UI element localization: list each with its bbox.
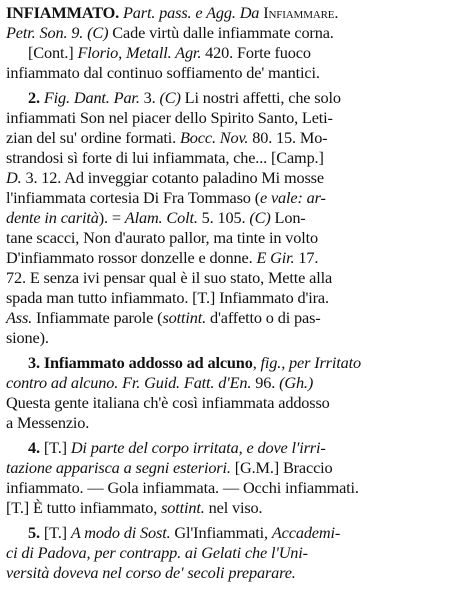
entry-line-17: sione). bbox=[6, 328, 49, 347]
entry-line-14: 72. E senza ivi pensar qual è il suo stato, Mette alla bbox=[6, 268, 333, 287]
entry-line-19: contro ad alcuno. Fr. Guid. Fatt. d'En. 96. (Gh.) bbox=[6, 373, 314, 392]
entry-line-22: 4. [T.] Di parte del corpo irritata, e dove l'irri- bbox=[28, 438, 326, 457]
citation: contro ad alcuno. Fr. Guid. Fatt. d'En. bbox=[6, 373, 252, 392]
entry-line-1: INFIAMMATO. Part. pass. e Agg. Da Infiammare. bbox=[6, 3, 339, 22]
headword: INFIAMMATO. bbox=[6, 3, 120, 22]
entry-line-10: l'infiammata cortesia Di Fra Tommaso (e vale: ar- bbox=[6, 188, 326, 207]
entry-line-21: a Messenzio. bbox=[6, 413, 90, 432]
entry-line-3: [Cont.] Florio, Metall. Agr. 420. Forte fuoco bbox=[28, 43, 311, 62]
citation: D. bbox=[6, 168, 22, 187]
root-word: Infiammare bbox=[263, 3, 335, 22]
entry-line-27: ci di Padova, per contrapp. ai Gelati che l'Uni- bbox=[6, 543, 308, 562]
grammar-label: Part. pass. e Agg. Da bbox=[123, 3, 264, 22]
entry-line-11: dente in carità). = Alam. Colt. 5. 105. (C) Lon- bbox=[6, 208, 306, 227]
entry-line-15: spada man tutto infiammato. [T.] Infiammato d'ira. bbox=[6, 288, 329, 307]
sense-number: 5. bbox=[28, 523, 40, 542]
entry-line-26: 5. [T.] A modo di Sost. Gl'Infiammati, Accademi- bbox=[28, 523, 341, 542]
entry-line-23: tazione apparisca a segni esteriori. [G.M.] Braccio bbox=[6, 458, 333, 477]
entry-line-2: Petr. Son. 9. (C) Cade virtù dalle infiammate corna. bbox=[6, 23, 334, 42]
usage-label: Ass. bbox=[6, 308, 33, 327]
sense-number: 3. bbox=[28, 353, 40, 372]
entry-line-24: infiammato. — Gola infiammata. — Occhi infiammati. bbox=[6, 478, 359, 497]
citation: Bocc. Nov. bbox=[180, 128, 249, 147]
entry-line-28: versità doveva nel corso de' secoli preparare. bbox=[6, 563, 296, 582]
entry-line-7: zian del su' ordine formati. Bocc. Nov. 80. 15. Mo- bbox=[6, 128, 328, 147]
entry-line-8: strandosi sì forte di lui infiammata, che... [Camp.] bbox=[6, 148, 324, 167]
entry-line-9: D. 3. 12. Ad inveggiar cotanto paladino Mi mosse bbox=[6, 168, 324, 187]
entry-line-12: tane scacci, Non d'aurato pallor, ma tinte in volto bbox=[6, 228, 319, 247]
citation: Alam. Colt. bbox=[124, 208, 198, 227]
entry-line-5: 2. Fig. Dant. Par. 3. (C) Li nostri affetti, che solo bbox=[28, 88, 341, 107]
sub-headword: Infiammato addosso ad alcuno bbox=[43, 353, 253, 372]
citation: Petr. Son. 9. (C) bbox=[6, 23, 113, 42]
entry-line-6: infiammati Son nel piacer dello Spirito Santo, Leti- bbox=[6, 108, 333, 127]
entry-line-18: 3. Infiammato addosso ad alcuno, fig., per Irritato bbox=[28, 353, 361, 372]
entry-line-25: [T.] È tutto infiammato, sottint. nel viso. bbox=[6, 498, 263, 517]
sense-number: 4. bbox=[28, 438, 40, 457]
citation: E Gir. bbox=[256, 248, 295, 267]
entry-line-16: Ass. Infiammate parole (sottint. d'affetto o di pas- bbox=[6, 308, 321, 327]
entry-line-13: D'infiammato rossor donzelle e donne. E Gir. 17. bbox=[6, 248, 319, 267]
citation: Florio, Metall. Agr. bbox=[77, 43, 202, 62]
entry-line-20: Questa gente italiana ch'è così infiammata addosso bbox=[6, 393, 330, 412]
entry-line-4: infiammato dal continuo soffiamento de' mantici. bbox=[6, 63, 320, 82]
sense-number: 2. bbox=[28, 88, 40, 107]
citation: Fig. Dant. Par. bbox=[43, 88, 140, 107]
